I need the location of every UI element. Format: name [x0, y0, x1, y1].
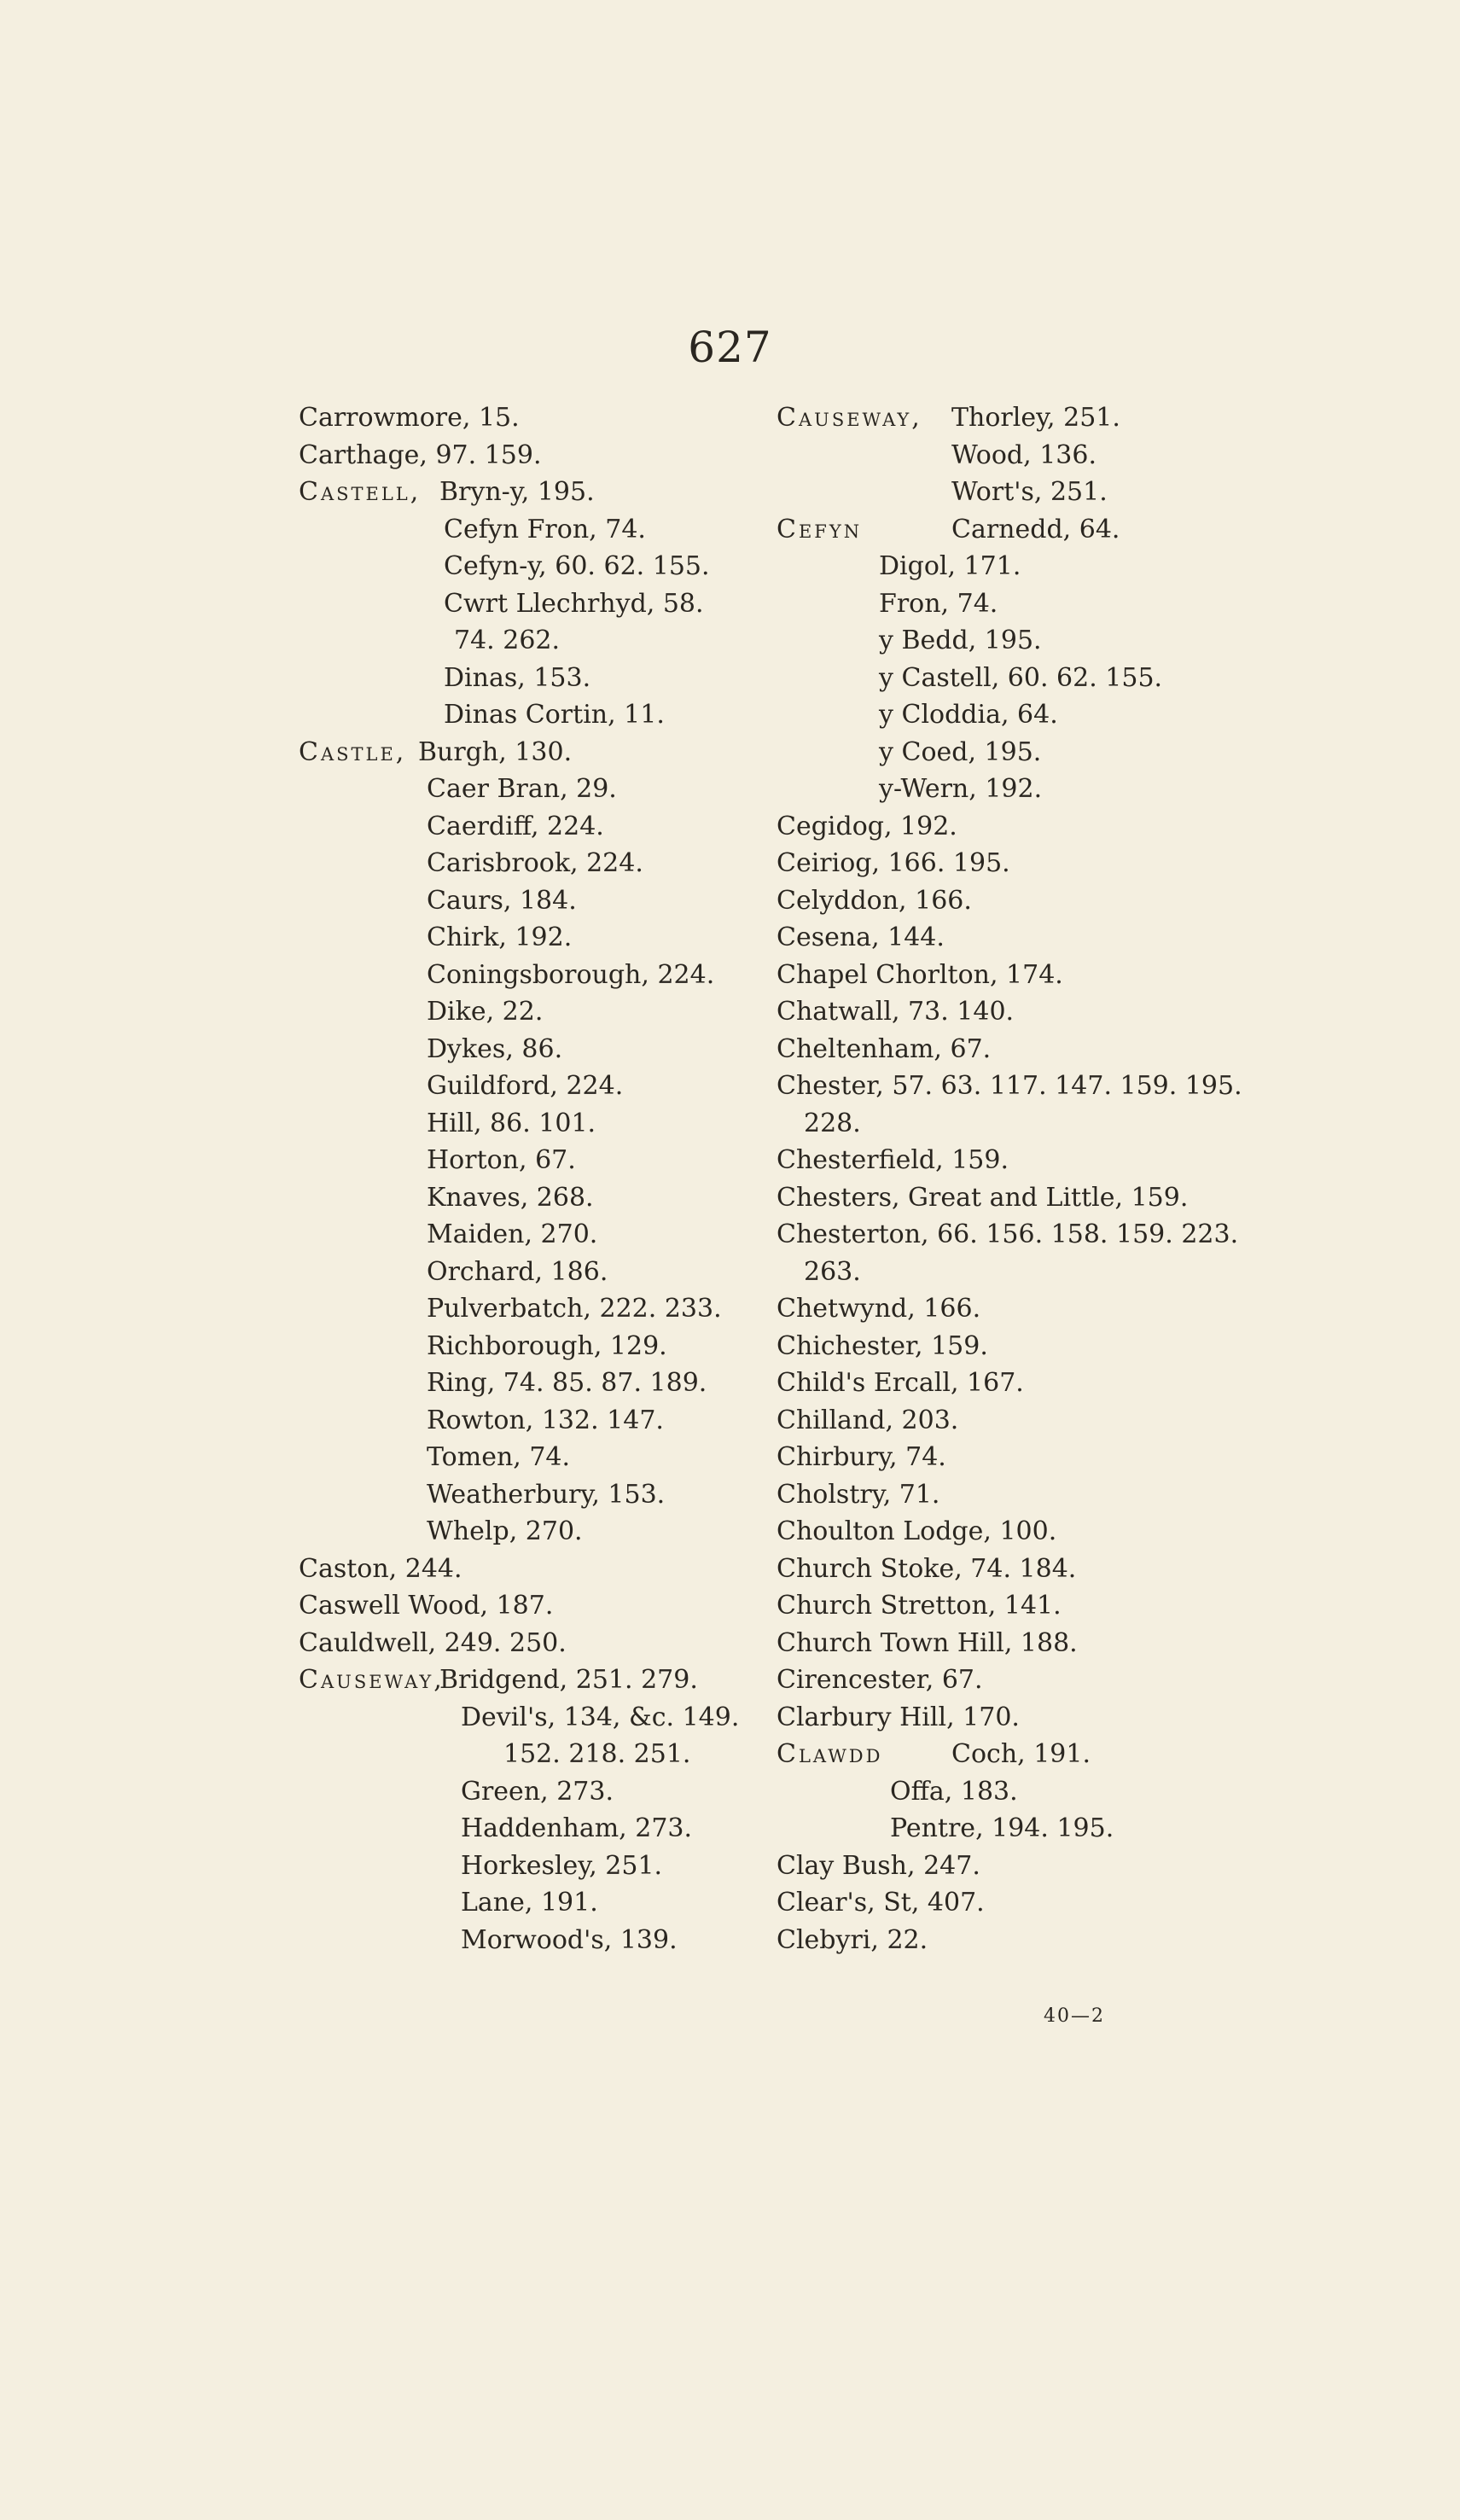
index-entry-text: Dykes, 86. [427, 1034, 563, 1064]
index-entry [879, 698, 1058, 732]
index-entry-text: Cefyn-y, 60. 62. 155. [444, 551, 710, 581]
index-entry [777, 1552, 1076, 1586]
index-entry-text: 74. 262. [454, 626, 561, 655]
index-entry [777, 847, 1010, 881]
index-entry-text: Dinas Cortin, 11. [444, 700, 665, 730]
index-entry-text: Thorley, 251. [951, 403, 1120, 433]
index-entry-text: Rowton, 132. 147. [427, 1405, 664, 1435]
index-entry-text: Carthage, 97. 159. [299, 440, 542, 470]
index-entry-text: Fron, 74. [879, 589, 998, 619]
index-entry-text: Cheltenham, 67. [777, 1034, 992, 1064]
index-entry-text: Cesena, 144. [777, 922, 945, 952]
index-entry-text: Haddenham, 273. [461, 1813, 693, 1843]
index-entry [777, 1701, 1020, 1735]
page-number: 627 [688, 323, 772, 372]
index-entry-text: y Bedd, 195. [879, 626, 1042, 655]
index-entry-text: Caswell Wood, 187. [299, 1591, 554, 1621]
index-entry [454, 624, 560, 658]
index-entry [299, 475, 595, 509]
index-entry-text: Chester, 57. 63. 117. 147. 159. 195. [777, 1071, 1242, 1101]
index-entry-text: Caer Bran, 29. [427, 774, 617, 804]
index-entry [427, 810, 604, 844]
index-entry [427, 1218, 597, 1252]
index-headword: Cefyn [777, 515, 863, 544]
index-entry [777, 1181, 1188, 1215]
index-entry [777, 1069, 1242, 1103]
index-entry-text: Weatherbury, 153. [427, 1480, 666, 1510]
index-entry [879, 550, 1021, 584]
index-entry-text: Wood, 136. [951, 440, 1096, 470]
index-entry-text: Cirencester, 67. [777, 1665, 983, 1695]
index-entry [427, 1069, 623, 1103]
index-entry [879, 736, 1041, 770]
index-entry-text: Cegidog, 192. [777, 812, 957, 841]
index-entry-text: Church Stretton, 141. [777, 1591, 1062, 1621]
index-entry-text: Church Stoke, 74. 184. [777, 1554, 1077, 1584]
index-entry-text: Guildford, 224. [427, 1071, 624, 1101]
index-entry-text: Digol, 171. [879, 551, 1021, 581]
index-entry [890, 1775, 1018, 1809]
index-entry [879, 624, 1042, 658]
index-entry [777, 513, 1120, 547]
index-entry [777, 1330, 988, 1364]
index-entry-text: Dike, 22. [427, 997, 544, 1027]
index-entry-text: Maiden, 270. [427, 1219, 598, 1249]
index-entry-text: y-Wern, 192. [879, 774, 1043, 804]
index-entry-text: Carisbrook, 224. [427, 848, 643, 878]
index-headword: Clawdd [777, 1739, 883, 1769]
index-entry [427, 921, 572, 955]
index-entry-text: Richborough, 129. [427, 1331, 667, 1361]
index-entry-text: Coningsborough, 224. [427, 960, 715, 990]
index-entry [777, 1589, 1062, 1623]
index-entry-text: Knaves, 268. [427, 1183, 594, 1213]
index-entry-text: Chesterfield, 159. [777, 1145, 1009, 1175]
index-entry [777, 1292, 980, 1326]
index-entry [879, 772, 1042, 806]
index-entry [299, 1552, 462, 1586]
index-entry-text: Cwrt Llechrhyd, 58. [444, 589, 704, 619]
index-entry-text: Clebyri, 22. [777, 1925, 928, 1955]
index-entry [777, 1886, 985, 1920]
index-entry-text: Tomen, 74. [427, 1442, 571, 1472]
index-entry [777, 921, 945, 955]
index-entry [777, 1404, 958, 1438]
index-entry-text: Green, 273. [461, 1777, 614, 1807]
index-entry-text: Chilland, 203. [777, 1405, 959, 1435]
index-entry [777, 1144, 1009, 1178]
index-entry-text: Celyddon, 166. [777, 886, 972, 916]
index-entry-text: Chesterton, 66. 156. 158. 159. 223. [777, 1219, 1239, 1249]
index-entry [777, 995, 1014, 1029]
index-entry [444, 550, 710, 584]
index-entry [951, 439, 1096, 473]
index-entry-text: Clear's, St, 407. [777, 1888, 985, 1918]
index-entry-text: Pulverbatch, 222. 233. [427, 1294, 722, 1324]
index-entry [777, 1737, 1091, 1772]
index-entry [427, 847, 643, 881]
index-entry-text: Chesters, Great and Little, 159. [777, 1183, 1189, 1213]
index-entry-text: 263. [804, 1257, 861, 1287]
index-entry [777, 1923, 928, 1958]
index-entry [461, 1849, 662, 1883]
index-entry-text: Cauldwell, 249. 250. [299, 1628, 567, 1658]
index-entry-text: Cefyn Fron, 74. [444, 515, 646, 544]
index-entry [461, 1812, 692, 1846]
index-entry-text: Hill, 86. 101. [427, 1109, 596, 1138]
index-entry [461, 1923, 678, 1958]
index-entry [427, 1255, 608, 1289]
index-entry-text: 228. [804, 1109, 861, 1138]
index-entry-text: Chapel Chorlton, 174. [777, 960, 1063, 990]
index-entry-text: Ceiriog, 166. 195. [777, 848, 1010, 878]
signature-mark: 40—2 [1044, 2005, 1105, 2027]
index-entry [427, 1144, 576, 1178]
index-entry [427, 1033, 562, 1067]
index-entry-text: Chichester, 159. [777, 1331, 988, 1361]
index-entry [444, 661, 590, 695]
index-entry-text: Pentre, 194. 195. [890, 1813, 1114, 1843]
index-entry [951, 475, 1108, 509]
index-entry [427, 884, 577, 918]
index-entry-text: Coch, 191. [951, 1739, 1091, 1769]
index-entry [777, 1663, 983, 1697]
index-entry-text: Offa, 183. [890, 1777, 1018, 1807]
index-entry [461, 1886, 598, 1920]
index-entry-text: Caerdiff, 224. [427, 812, 604, 841]
index-headword: Castle, [299, 737, 407, 767]
index-entry [427, 1404, 664, 1438]
index-entry-text: Morwood's, 139. [461, 1925, 678, 1955]
index-entry [879, 587, 998, 621]
index-entry [503, 1737, 690, 1772]
index-entry [879, 661, 1162, 695]
index-entry [461, 1701, 739, 1735]
index-entry [804, 1107, 861, 1141]
index-entry-text: Horton, 67. [427, 1145, 576, 1175]
index-entry [427, 1330, 667, 1364]
index-entry-text: y Castell, 60. 62. 155. [879, 663, 1163, 693]
index-entry-text: Burgh, 130. [418, 737, 573, 767]
index-entry [777, 884, 972, 918]
index-entry-text: Clay Bush, 247. [777, 1851, 980, 1881]
index-entry [427, 772, 617, 806]
index-entry [299, 1627, 567, 1661]
index-entry [427, 1515, 583, 1549]
index-entry-text: Ring, 74. 85. 87. 189. [427, 1368, 707, 1398]
index-entry [427, 1181, 594, 1215]
index-entry [427, 1478, 665, 1512]
index-entry [299, 1663, 698, 1697]
index-entry [299, 401, 520, 435]
index-entry [777, 1849, 980, 1883]
index-entry [777, 1366, 1024, 1400]
index-headword: Castell, [299, 477, 422, 507]
index-entry [461, 1775, 614, 1809]
index-headword: Causeway, [777, 403, 922, 433]
index-entry-text: Chirk, 192. [427, 922, 573, 952]
index-entry [427, 1366, 707, 1400]
index-entry-text: Orchard, 186. [427, 1257, 608, 1287]
index-entry-text: Carnedd, 64. [951, 515, 1120, 544]
index-entry-text: Chetwynd, 166. [777, 1294, 981, 1324]
index-entry-text: Cholstry, 71. [777, 1480, 940, 1510]
index-entry [777, 1627, 1078, 1661]
index-entry [427, 995, 543, 1029]
index-entry-text: Chirbury, 74. [777, 1442, 946, 1472]
index-entry [890, 1812, 1114, 1846]
index-entry [444, 587, 704, 621]
index-entry-text: Chatwall, 73. 140. [777, 997, 1015, 1027]
index-entry-text: Clarbury Hill, 170. [777, 1702, 1020, 1732]
index-entry-text: Wort's, 251. [951, 477, 1108, 507]
index-entry [777, 1440, 946, 1475]
index-entry [444, 513, 646, 547]
index-entry [804, 1255, 861, 1289]
index-entry-text: Bridgend, 251. 279. [439, 1665, 698, 1695]
index-entry-text: y Coed, 195. [879, 737, 1042, 767]
index-entry-text: Devil's, 134, &c. 149. [461, 1702, 740, 1732]
index-entry [427, 1292, 722, 1326]
index-entry [299, 1589, 553, 1623]
index-entry-text: Caston, 244. [299, 1554, 462, 1584]
index-entry [777, 810, 957, 844]
index-entry-text: Child's Ercall, 167. [777, 1368, 1024, 1398]
index-entry [444, 698, 665, 732]
index-entry [777, 958, 1063, 992]
index-entry-text: Horkesley, 251. [461, 1851, 663, 1881]
index-entry-text: 152. 218. 251. [503, 1739, 691, 1769]
index-entry-text: Dinas, 153. [444, 663, 591, 693]
index-entry-text: Church Town Hill, 188. [777, 1628, 1078, 1658]
index-entry-text: Lane, 191. [461, 1888, 598, 1918]
index-entry [427, 958, 714, 992]
index-entry-text: Carrowmore, 15. [299, 403, 520, 433]
index-entry [777, 1478, 939, 1512]
index-entry [427, 1107, 596, 1141]
index-entry-text: Choulton Lodge, 100. [777, 1516, 1057, 1546]
index-entry-text: Bryn-y, 195. [439, 477, 595, 507]
index-entry [299, 439, 542, 473]
index-entry-text: y Cloddia, 64. [879, 700, 1058, 730]
index-entry [777, 1033, 991, 1067]
index-entry [777, 1218, 1238, 1252]
index-entry-text: Whelp, 270. [427, 1516, 583, 1546]
index-entry [777, 1515, 1056, 1549]
index-entry [427, 1440, 570, 1475]
index-entry-text: Caurs, 184. [427, 886, 577, 916]
index-entry [777, 401, 1120, 435]
index-headword: Causeway, [299, 1665, 445, 1695]
index-entry [299, 736, 572, 770]
